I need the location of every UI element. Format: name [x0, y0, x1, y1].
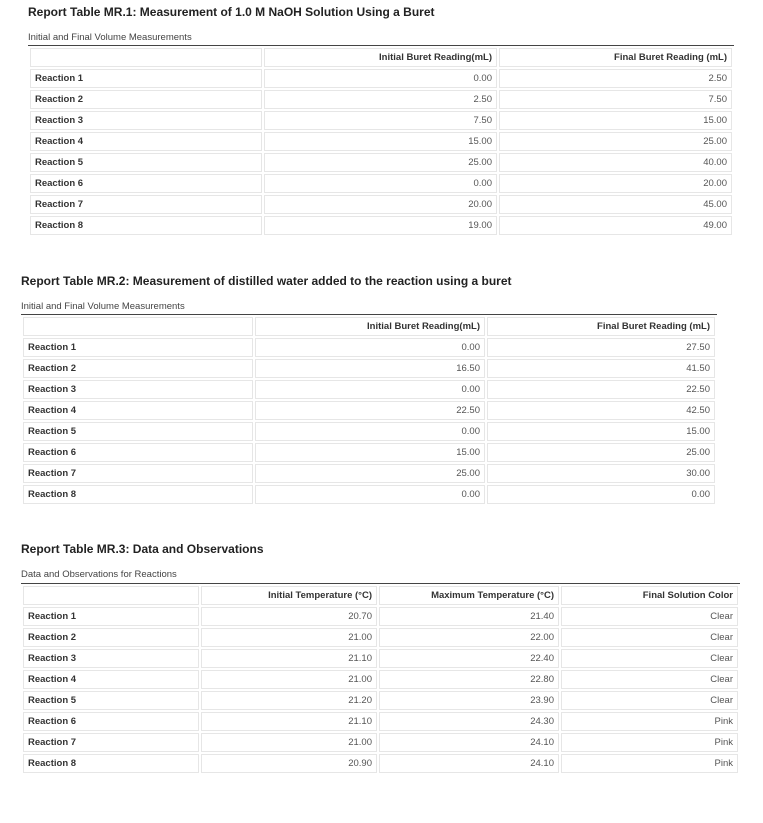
cell: Clear — [561, 607, 738, 626]
cell: 42.50 — [487, 401, 715, 420]
cell: Clear — [561, 670, 738, 689]
header-cell: Initial Buret Reading(mL) — [255, 317, 485, 336]
table-row — [23, 359, 715, 378]
row-label: Reaction 3 — [30, 111, 262, 130]
cell: 19.00 — [264, 216, 497, 235]
table-row — [30, 153, 732, 172]
row-label: Reaction 1 — [23, 338, 253, 357]
row-label: Reaction 1 — [23, 607, 199, 626]
cell: 15.00 — [255, 443, 485, 462]
table-row — [23, 670, 738, 689]
cell: 21.00 — [201, 670, 377, 689]
row-label: Reaction 7 — [30, 195, 262, 214]
cell: 21.00 — [201, 628, 377, 647]
table-row — [23, 607, 738, 626]
table-mr1-title: Report Table MR.1: Measurement of 1.0 M NaOH Solution Using a Buret — [28, 5, 435, 19]
cell: 21.10 — [201, 649, 377, 668]
cell: 0.00 — [255, 380, 485, 399]
cell: 25.00 — [264, 153, 497, 172]
cell: 40.00 — [499, 153, 732, 172]
table-row — [23, 380, 715, 399]
row-label: Reaction 4 — [23, 670, 199, 689]
header-cell — [23, 586, 199, 605]
cell: 25.00 — [499, 132, 732, 151]
table-row — [23, 485, 715, 504]
table-mr1 — [28, 45, 734, 237]
cell: 15.00 — [264, 132, 497, 151]
cell: 41.50 — [487, 359, 715, 378]
cell: 49.00 — [499, 216, 732, 235]
table-row — [23, 691, 738, 710]
cell: 7.50 — [499, 90, 732, 109]
header-cell: Final Buret Reading (mL) — [487, 317, 715, 336]
row-label: Reaction 4 — [30, 132, 262, 151]
cell: 0.00 — [255, 422, 485, 441]
cell: 0.00 — [255, 485, 485, 504]
table-row — [23, 464, 715, 483]
cell: 0.00 — [264, 174, 497, 193]
cell: 2.50 — [264, 90, 497, 109]
row-label: Reaction 2 — [30, 90, 262, 109]
cell: Pink — [561, 712, 738, 731]
cell: 7.50 — [264, 111, 497, 130]
cell: 20.00 — [264, 195, 497, 214]
table-header-row — [23, 317, 715, 336]
table-row — [30, 174, 732, 193]
cell: 27.50 — [487, 338, 715, 357]
table-row — [23, 754, 738, 773]
cell: 25.00 — [487, 443, 715, 462]
table-header-row — [30, 48, 732, 67]
table-mr3-title: Report Table MR.3: Data and Observations — [21, 542, 264, 556]
table-row — [23, 628, 738, 647]
table-row — [30, 216, 732, 235]
cell: 15.00 — [499, 111, 732, 130]
table-row — [23, 422, 715, 441]
cell: 22.80 — [379, 670, 559, 689]
cell: 20.00 — [499, 174, 732, 193]
table-row — [23, 401, 715, 420]
table-row — [23, 733, 738, 752]
table-row — [30, 90, 732, 109]
cell: 22.00 — [379, 628, 559, 647]
cell: 22.50 — [487, 380, 715, 399]
cell: 15.00 — [487, 422, 715, 441]
cell: Clear — [561, 649, 738, 668]
cell: Clear — [561, 691, 738, 710]
row-label: Reaction 7 — [23, 733, 199, 752]
cell: Clear — [561, 628, 738, 647]
row-label: Reaction 3 — [23, 380, 253, 399]
header-cell: Maximum Temperature (°C) — [379, 586, 559, 605]
cell: 24.30 — [379, 712, 559, 731]
cell: 22.50 — [255, 401, 485, 420]
cell: 0.00 — [264, 69, 497, 88]
table-mr3 — [21, 583, 740, 775]
row-label: Reaction 5 — [30, 153, 262, 172]
table-row — [30, 195, 732, 214]
table-mr2-caption: Initial and Final Volume Measurements — [21, 301, 185, 312]
cell: 20.70 — [201, 607, 377, 626]
row-label: Reaction 5 — [23, 422, 253, 441]
row-label: Reaction 3 — [23, 649, 199, 668]
cell: Pink — [561, 733, 738, 752]
cell: 22.40 — [379, 649, 559, 668]
row-label: Reaction 1 — [30, 69, 262, 88]
header-cell — [30, 48, 262, 67]
table-header-row — [23, 586, 738, 605]
cell: 20.90 — [201, 754, 377, 773]
row-label: Reaction 4 — [23, 401, 253, 420]
row-label: Reaction 2 — [23, 628, 199, 647]
table-row — [30, 132, 732, 151]
header-cell: Final Buret Reading (mL) — [499, 48, 732, 67]
cell: 24.10 — [379, 733, 559, 752]
cell: 21.20 — [201, 691, 377, 710]
table-row — [23, 443, 715, 462]
cell: Pink — [561, 754, 738, 773]
table-row — [23, 338, 715, 357]
cell: 25.00 — [255, 464, 485, 483]
cell: 2.50 — [499, 69, 732, 88]
header-cell: Initial Temperature (°C) — [201, 586, 377, 605]
row-label: Reaction 2 — [23, 359, 253, 378]
header-cell: Initial Buret Reading(mL) — [264, 48, 497, 67]
row-label: Reaction 8 — [30, 216, 262, 235]
cell: 16.50 — [255, 359, 485, 378]
cell: 21.10 — [201, 712, 377, 731]
cell: 45.00 — [499, 195, 732, 214]
row-label: Reaction 5 — [23, 691, 199, 710]
row-label: Reaction 6 — [23, 443, 253, 462]
cell: 21.00 — [201, 733, 377, 752]
table-mr2 — [21, 314, 717, 506]
cell: 21.40 — [379, 607, 559, 626]
cell: 0.00 — [255, 338, 485, 357]
row-label: Reaction 8 — [23, 485, 253, 504]
table-mr3-caption: Data and Observations for Reactions — [21, 569, 177, 580]
row-label: Reaction 8 — [23, 754, 199, 773]
table-mr1-caption: Initial and Final Volume Measurements — [28, 32, 192, 43]
cell: 0.00 — [487, 485, 715, 504]
cell: 30.00 — [487, 464, 715, 483]
header-cell: Final Solution Color — [561, 586, 738, 605]
table-row — [23, 712, 738, 731]
cell: 23.90 — [379, 691, 559, 710]
table-mr1-title-block — [28, 5, 435, 19]
header-cell — [23, 317, 253, 336]
cell: 24.10 — [379, 754, 559, 773]
table-row — [23, 649, 738, 668]
table-mr2-title: Report Table MR.2: Measurement of distilled water added to the reaction using a buret — [21, 274, 512, 288]
table-row — [30, 69, 732, 88]
table-row — [30, 111, 732, 130]
row-label: Reaction 6 — [23, 712, 199, 731]
row-label: Reaction 6 — [30, 174, 262, 193]
row-label: Reaction 7 — [23, 464, 253, 483]
